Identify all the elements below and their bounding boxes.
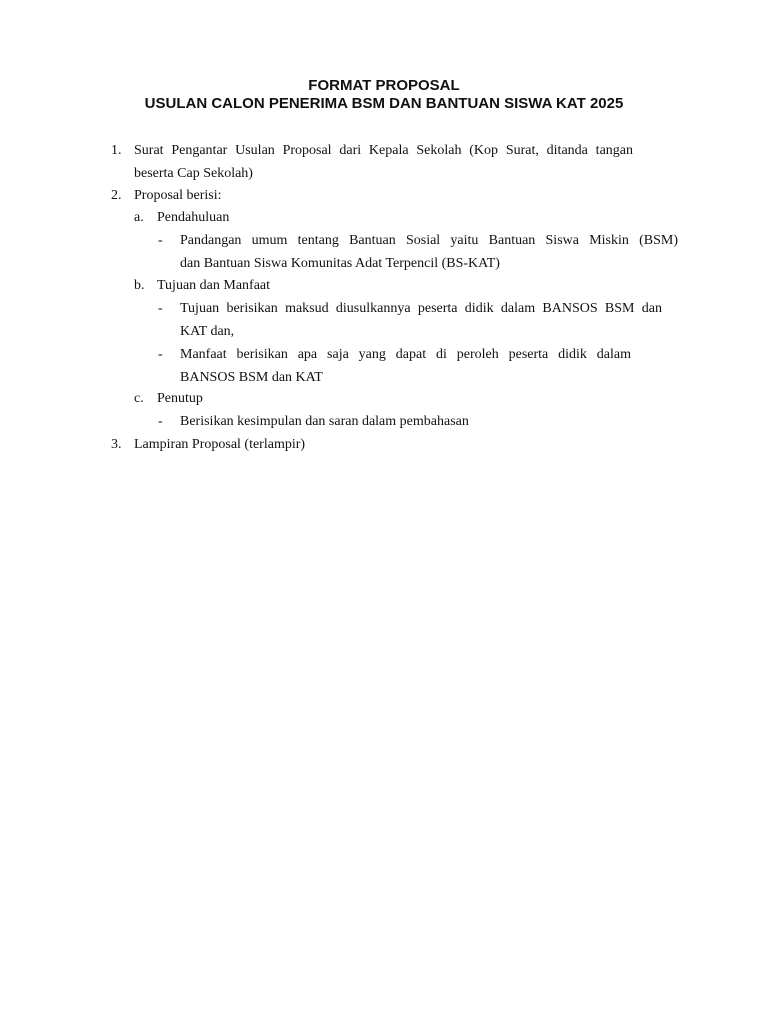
sub-item-a-bullet-1-line-1: Pandangan umum tentang Bantuan Sosial yaitu Bantuan Siswa Miskin (BSM) (180, 233, 678, 248)
sub-item-a-marker: a. (134, 210, 144, 225)
sub-item-b-bullet-1-marker: - (158, 301, 163, 316)
sub-item-b-bullet-1-line-2: KAT dan, (180, 324, 235, 339)
sub-item-c-marker: c. (134, 391, 144, 406)
sub-item-c-text: Penutup (157, 391, 203, 406)
sub-item-c-bullet-1-line-1: Berisikan kesimpulan dan saran dalam pembahasan (180, 414, 469, 429)
list-item-2-text: Proposal berisi: (134, 188, 222, 203)
list-item-1-line-2: beserta Cap Sekolah) (134, 166, 253, 181)
sub-item-b-bullet-2-line-2: BANSOS BSM dan KAT (180, 370, 323, 385)
sub-item-b-text: Tujuan dan Manfaat (157, 278, 271, 293)
list-item-3-text: Lampiran Proposal (terlampir) (134, 437, 306, 452)
sub-item-b-bullet-2-marker: - (158, 347, 163, 362)
document-title-line-2: USULAN CALON PENERIMA BSM DAN BANTUAN SISWA KAT 2025 (144, 95, 624, 112)
sub-item-b-marker: b. (134, 278, 145, 293)
sub-item-a-bullet-1-line-2: dan Bantuan Siswa Komunitas Adat Terpencil (BS-KAT) (180, 256, 500, 271)
sub-item-a-text: Pendahuluan (157, 210, 230, 225)
sub-item-a-bullet-1-marker: - (158, 233, 163, 248)
list-item-3-marker: 3. (111, 437, 122, 452)
sub-item-b-bullet-2-line-1: Manfaat berisikan apa saja yang dapat di peroleh peserta didik dalam (180, 347, 631, 362)
document-title-line-1: FORMAT PROPOSAL (308, 77, 460, 94)
list-item-1-marker: 1. (111, 143, 122, 158)
sub-item-b-bullet-1-line-1: Tujuan berisikan maksud diusulkannya peserta didik dalam BANSOS BSM dan (180, 301, 662, 316)
list-item-2-marker: 2. (111, 188, 122, 203)
sub-item-c-bullet-1-marker: - (158, 414, 163, 429)
list-item-1-line-1: Surat Pengantar Usulan Proposal dari Kepala Sekolah (Kop Surat, ditanda tangan (134, 143, 633, 158)
